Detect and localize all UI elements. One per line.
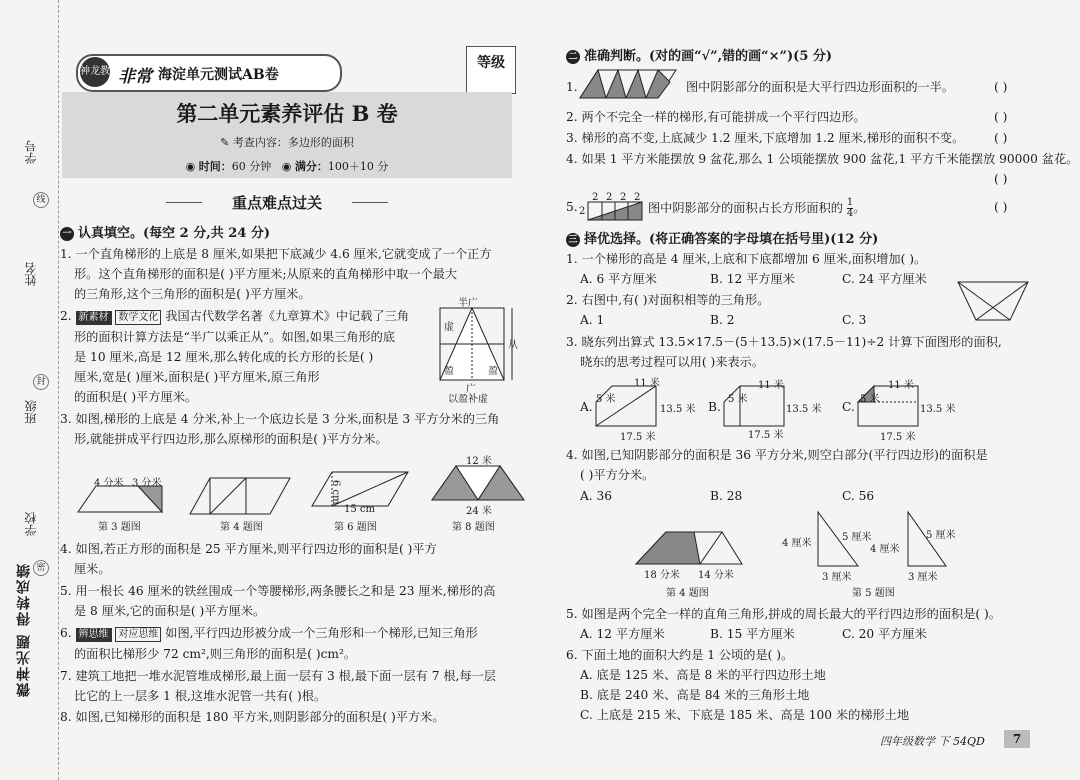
q2-line-4: 厘米,宽是( )厘米,面积是( )平方厘米,原三角形 [74, 370, 320, 384]
s3-q2-figure [958, 280, 1030, 322]
name-label: 姓名 [24, 262, 38, 286]
q3-fig-caption: 第 3 题图 [98, 522, 141, 533]
q7-line-2: 比它的上一层多 1 根,这堆水泥管一共有( )根。 [74, 689, 327, 703]
exam-title: 第二单元素养评估 B 卷 [176, 101, 398, 126]
s3-q3-b-left: 5 米 [728, 394, 748, 405]
s2-q5-digit-4: 2 [634, 192, 641, 203]
title-box [62, 92, 512, 178]
s2-q3-text: 3. 梯形的高不变,上底减少 1.2 厘米,下底增加 1.2 厘米,梯形的面积不变。 [566, 131, 965, 145]
q2-fig-top: 半广 [458, 298, 478, 309]
page-number: 7 [1004, 730, 1030, 748]
spine-slogan: 微神光题 得转成绩 [16, 562, 32, 697]
s3-q3-c-right: 13.5 米 [920, 404, 956, 415]
q4-line-1: 4. 如图,若正方形的面积是 25 平方厘米,则平行四边形的面积是( )平方 [60, 542, 437, 556]
q6-fig-base: 15 cm [344, 504, 375, 515]
s2-q2-answer[interactable]: ( ) [994, 110, 1008, 124]
q2-fig-cell-1: 虚 [444, 322, 454, 333]
q6-line-2: 的面积比梯形少 72 cm²,则三角形的面积是( )cm²。 [74, 647, 357, 661]
grade-label: 等级 [477, 55, 505, 71]
s2-q5-digit-side: 2 [579, 206, 586, 217]
q2-line-3: 是 10 厘米,高是 12 厘米,那么转化成的长方形的长是( ) [74, 350, 374, 364]
q6-fig-caption: 第 6 题图 [334, 522, 377, 533]
s3-q3-a-right: 13.5 米 [660, 404, 696, 415]
q2-line-2: 形的面积计算方法是“半广以乘正从”。如图,如果三角形的底 [74, 330, 396, 344]
s2-q1-text: 图中阴影部分的面积是大平行四边形面积的一半。 [686, 80, 955, 94]
s3-q5-opt-b[interactable]: B. 15 平方厘米 [710, 627, 795, 641]
s3-q4-fig-b: 14 分米 [698, 570, 734, 581]
q1-line-3: 的三角形,这个三角形的面积是( )平方厘米。 [74, 287, 311, 301]
section3-number: 三 [566, 233, 580, 247]
section2-number: 二 [566, 50, 580, 64]
q1-line-1: 1. 一个直角梯形的上底是 8 厘米,如果把下底减少 4.6 厘米,它就变成了一个正方 [60, 247, 492, 261]
s2-q5-number: 5. [566, 200, 578, 214]
q8-fig-bottom: 24 米 [466, 506, 492, 517]
s3-q4-line-2: ( )平方分米。 [580, 468, 655, 482]
s3-q5-opt-c[interactable]: C. 20 平方厘米 [842, 627, 927, 641]
s3-q3-opt-a[interactable]: A. [580, 400, 593, 414]
s3-q1-opt-b[interactable]: B. 12 平方厘米 [710, 272, 795, 286]
student-number-label: 学号 [24, 140, 38, 164]
s3-q4-fig-caption: 第 4 题图 [666, 588, 709, 599]
q5-line-2: 是 8 厘米,它的面积是( )平方厘米。 [74, 604, 266, 618]
section1-title: 一 认真填空。(每空 2 分,共 24 分) [60, 222, 270, 241]
q4-fig-caption: 第 4 题图 [220, 522, 263, 533]
s2-q5-digit-1: 2 [592, 192, 599, 203]
q5-line-1: 5. 用一根长 46 厘米的铁丝围成一个等腰梯形,两条腰长之和是 23 厘米,梯形的高 [60, 584, 496, 598]
s3-q5-opt-a[interactable]: A. 12 平方厘米 [580, 627, 665, 641]
q4-figure [190, 474, 300, 516]
s3-q3-a-bottom: 17.5 米 [620, 432, 656, 443]
section1-number: 一 [60, 227, 74, 241]
s2-q3-answer[interactable]: ( ) [994, 131, 1008, 145]
q6-fig-height: 6 cm [330, 480, 341, 505]
s3-q2-opt-c[interactable]: C. 3 [842, 313, 867, 327]
s3-q1-opt-a[interactable]: A. 6 平方厘米 [580, 272, 657, 286]
q3-line-2: 形,就能拼成平行四边形,那么原梯形的面积是( )平方分米。 [74, 432, 388, 446]
s3-q4-opt-c[interactable]: C. 56 [842, 489, 875, 503]
s3-q3-b-top: 11 米 [758, 380, 784, 391]
s3-q6-opt-a[interactable]: A. 底是 125 米、高是 8 米的平行四边形土地 [580, 668, 826, 682]
q2-fig-caption: 以盈补虚 [448, 394, 488, 405]
s3-q3-c-top: 11 米 [888, 380, 914, 391]
section2-title: 二 准确判断。(对的画“√”,错的画“×”)(5 分) [566, 45, 832, 64]
s2-q5-answer[interactable]: ( ) [994, 200, 1008, 214]
s2-q2-text: 2. 两个不完全一样的梯形,有可能拼成一个平行四边形。 [566, 110, 866, 124]
publisher-logo: 神龙教 [80, 57, 110, 87]
q8-figure [430, 464, 526, 502]
section-banner: 重点难点过关 [170, 192, 384, 213]
s3-q2-opt-a[interactable]: A. 1 [580, 313, 605, 327]
s3-q3-a-left: 5 米 [596, 394, 616, 405]
q8-fig-top: 12 米 [466, 456, 492, 467]
s3-q3-opt-b[interactable]: B. [708, 400, 721, 414]
q3-fig-b: 3 分米 [132, 478, 162, 489]
s3-q3-a-top: 11 米 [634, 378, 660, 389]
cut-line-marker: 线 [33, 192, 49, 208]
brand-script: 非常 [118, 67, 152, 87]
class-label: 班级 [24, 400, 38, 424]
q2-fig-cell-2: 盈 [444, 366, 454, 377]
s3-q3-line-1: 3. 晓东列出算式 13.5×17.5－(5＋13.5)×(17.5－11)÷2 计算下面图形的面积, [566, 335, 1002, 349]
s3-q3-b-right: 13.5 米 [786, 404, 822, 415]
s3-q5-fig-base1: 3 厘米 [822, 572, 852, 583]
s3-q3-line-2: 晓东的思考过程可以用( )来表示。 [580, 355, 765, 369]
q7-line-1: 7. 建筑工地把一堆水泥管堆成梯形,最上面一层有 3 根,最下面一层有 7 根,每一层 [60, 669, 496, 683]
q3-line-1: 3. 如图,梯形的上底是 4 分米,补上一个底边长是 3 分米,面积是 3 平方分米的三角 [60, 412, 500, 426]
school-label: 学校 [24, 512, 38, 536]
s3-q6-text: 6. 下面土地的面积大约是 1 公顷的是( )。 [566, 648, 794, 662]
exam-scope: ✎ 考查内容：多边形的面积 [220, 136, 354, 149]
s2-q4-answer[interactable]: ( ) [994, 172, 1008, 186]
exam-header [62, 40, 512, 178]
s3-q2-text: 2. 右图中,有( )对面积相等的三角形。 [566, 293, 770, 307]
s3-q5-fig-h1: 4 厘米 [782, 538, 812, 549]
s2-q5-text: 图中阴影部分的面积占长方形面积的 $\frac{1}{4}$。 [648, 197, 866, 219]
exam-meta: ◉ 时间：60 分钟 ◉ 满分：100＋10 分 [185, 160, 389, 173]
footer-text: 四年级数学 下 54QD [880, 735, 985, 748]
s3-q1-opt-c[interactable]: C. 24 平方厘米 [842, 272, 927, 286]
s2-q5-figure [588, 200, 644, 222]
q6-line-1: 6. 辨思维 对应思维 如图,平行四边形被分成一个三角形和一个梯形,已知三角形 [60, 626, 478, 640]
s3-q4-figure [636, 530, 746, 566]
s2-q5-digit-2: 2 [606, 192, 613, 203]
s2-q4-text: 4. 如果 1 平方米能摆放 9 盆花,那么 1 公顷能摆放 900 盆花,1 平方千米能摆放 90000 盆花。 [566, 152, 1079, 166]
s3-q4-fig-a: 18 分米 [644, 570, 680, 581]
q1-line-2: 形。这个直角梯形的面积是( )平方厘米;从原来的直角梯形中取一个最大 [74, 267, 458, 281]
s3-q4-opt-a[interactable]: A. 36 [580, 489, 613, 503]
brand-bar [76, 54, 342, 92]
seal-line-marker: 封 [33, 374, 49, 390]
q2-fig-side: 从 [508, 340, 518, 351]
q8-line: 8. 如图,已知梯形的面积是 180 平方米,则阴影部分的面积是( )平方米。 [60, 710, 445, 724]
s2-q1-answer[interactable]: ( ) [994, 80, 1008, 94]
s3-q3-c-left: 5 米 [860, 394, 880, 405]
s2-q1-number: 1. [566, 80, 578, 94]
q2-line-5: 的面积是( )平方厘米。 [74, 390, 198, 404]
q2-fig-cell-3: 盈 [488, 366, 498, 377]
s3-q5-fig-hyp2: 5 厘米 [926, 530, 956, 541]
binding-spine [0, 0, 59, 780]
s3-q3-opt-c[interactable]: C. [842, 400, 855, 414]
s3-q5-fig-base2: 3 厘米 [908, 572, 938, 583]
secret-line-marker: 密 [33, 560, 49, 576]
q2-fig-bottom: 广 [466, 384, 476, 395]
grade-box [466, 46, 516, 94]
s2-q1-figure [580, 68, 680, 100]
s3-q2-opt-b[interactable]: B. 2 [710, 313, 735, 327]
s3-q6-opt-c[interactable]: C. 上底是 215 米、下底是 185 米、高是 100 米的梯形土地 [580, 708, 910, 722]
q3-fig-a: 4 分米 [94, 478, 124, 489]
s3-q5-fig-caption: 第 5 题图 [852, 588, 895, 599]
s3-q3-c-bottom: 17.5 米 [880, 432, 916, 443]
s3-q5-text: 5. 如图是两个完全一样的直角三角形,拼成的周长最大的平行四边形的面积是( )。 [566, 607, 1001, 621]
s3-q5-fig-hyp1: 5 厘米 [842, 532, 872, 543]
q2-line-1: 2. 新素材 数学文化 我国古代数学名著《九章算术》中记载了三角 [60, 309, 410, 323]
s3-q5-fig-h2: 4 厘米 [870, 544, 900, 555]
s3-q6-opt-b[interactable]: B. 底是 240 米、高是 84 米的三角形土地 [580, 688, 810, 702]
section3-title: 三 择优选择。(将正确答案的字母填在括号里)(12 分) [566, 228, 878, 247]
q8-fig-caption: 第 8 题图 [452, 522, 495, 533]
s3-q3-b-bottom: 17.5 米 [748, 430, 784, 441]
s3-q4-opt-b[interactable]: B. 28 [710, 489, 743, 503]
q4-line-2: 厘米。 [74, 562, 111, 576]
s3-q4-line-1: 4. 如图,已知阴影部分的面积是 36 平方分米,则空白部分(平行四边形)的面积是 [566, 448, 988, 462]
s3-q1-text: 1. 一个梯形的高是 4 厘米,上底和下底都增加 6 厘米,面积增加( )。 [566, 252, 927, 266]
s2-q5-digit-3: 2 [620, 192, 627, 203]
brand-title: 海淀单元测试AB卷 [158, 67, 279, 83]
